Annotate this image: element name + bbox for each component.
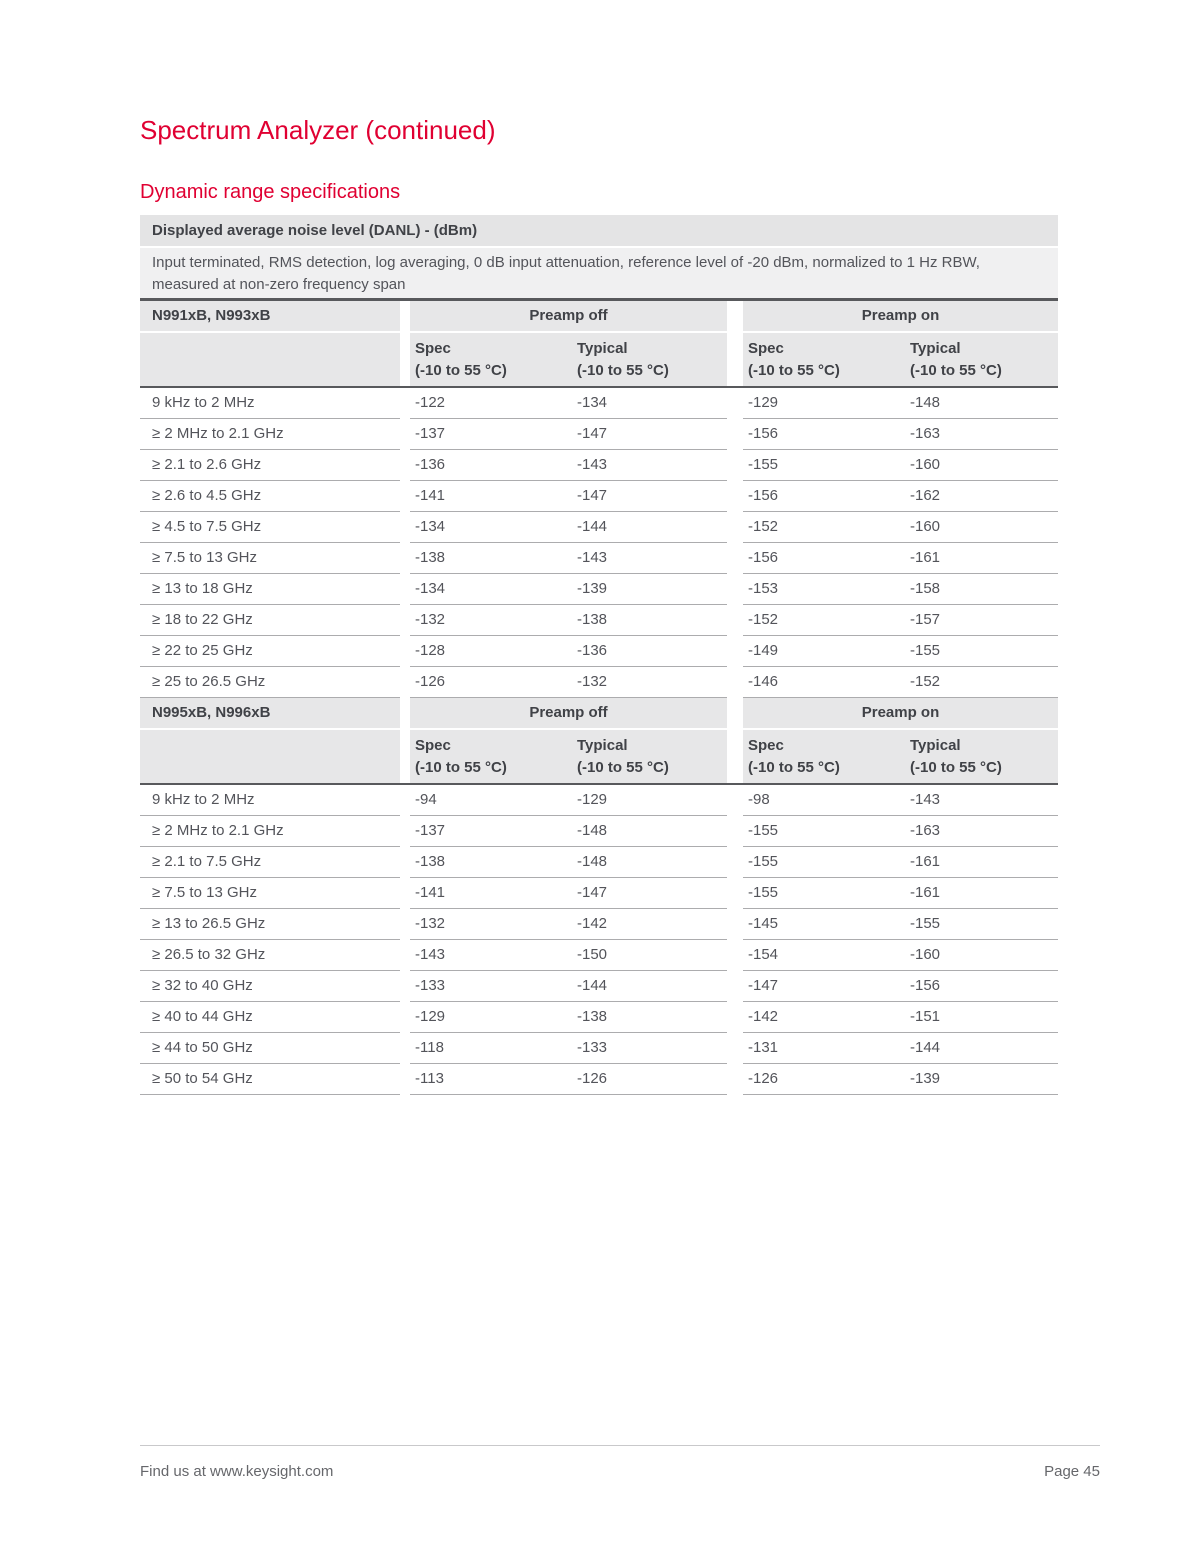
value-cell: -113 [415,1070,444,1087]
cell-gap [727,1002,743,1033]
cell-gap [727,512,743,543]
preamp-off-columns [410,333,727,386]
value-cell: -148 [577,853,608,870]
table-row [140,940,1058,971]
cell-gap [400,419,410,450]
cell-gap [727,878,743,909]
column-header-label: Typical [910,737,961,754]
value-cell: -153 [748,580,779,597]
preamp-off-values [410,543,727,574]
row-range-label: ≥ 22 to 25 GHz [140,636,400,667]
preamp-on-values [743,878,1058,909]
value-cell: -147 [577,884,608,901]
preamp-off-values [410,605,727,636]
cell-gap [727,605,743,636]
cell-gap [400,909,410,940]
value-cell: -147 [748,977,779,994]
preamp-on-columns [743,333,1058,386]
table-row [140,816,1058,847]
cell-gap [727,301,743,331]
column-header-label: Typical [577,340,628,357]
row-range-label: ≥ 2.6 to 4.5 GHz [140,481,400,512]
column-header [905,333,1058,386]
cell-gap [727,730,743,783]
column-header-sublabel: (-10 to 55 °C) [910,362,1002,379]
preamp-on-values [743,574,1058,605]
value-cell: -155 [748,822,779,839]
column-header [572,333,727,386]
table-row [140,1033,1058,1064]
value-cell: -141 [415,487,446,504]
table-row [140,667,1058,698]
cell-gap [727,667,743,698]
column-header [410,730,572,783]
column-header-sublabel: (-10 to 55 °C) [577,362,669,379]
preamp-off-header: Preamp off [410,698,727,728]
preamp-off-columns [410,730,727,783]
preamp-off-values [410,481,727,512]
table-row [140,419,1058,450]
footer-row [140,1446,1100,1480]
value-cell: -152 [748,518,779,535]
value-cell: -147 [577,487,608,504]
value-cell: -136 [577,642,608,659]
value-cell: -155 [748,456,779,473]
row-range-label: ≥ 44 to 50 GHz [140,1033,400,1064]
table-header-row [140,698,1058,728]
row-range-label: ≥ 4.5 to 7.5 GHz [140,512,400,543]
preamp-off-header: Preamp off [410,301,727,331]
preamp-on-values [743,816,1058,847]
value-cell: -149 [748,642,779,659]
preamp-on-values [743,971,1058,1002]
model-label: N991xB, N993xB [140,301,400,331]
column-header-sublabel: (-10 to 55 °C) [577,759,669,776]
cell-gap [400,1033,410,1064]
cell-gap [400,878,410,909]
value-cell: -152 [748,611,779,628]
cell-gap [727,909,743,940]
table-row [140,847,1058,878]
table-row [140,450,1058,481]
preamp-on-values [743,667,1058,698]
cell-gap [400,1002,410,1033]
cell-gap [727,940,743,971]
value-cell: -128 [415,642,446,659]
row-range-label: ≥ 2.1 to 2.6 GHz [140,450,400,481]
value-cell: -129 [415,1008,446,1025]
table-row [140,971,1058,1002]
value-cell: -143 [910,791,941,808]
value-cell: -138 [577,611,608,628]
row-range-label: 9 kHz to 2 MHz [140,388,400,419]
table-row [140,543,1058,574]
preamp-on-values [743,1064,1058,1095]
cell-gap [727,971,743,1002]
preamp-off-values [410,388,727,419]
spec-table [140,698,1058,1095]
preamp-off-values [410,785,727,816]
footer-link[interactable]: Find us at www.keysight.com [140,1463,334,1480]
row-range-label: ≥ 50 to 54 GHz [140,1064,400,1095]
value-cell: -138 [577,1008,608,1025]
value-cell: -139 [577,580,608,597]
cell-gap [727,816,743,847]
value-cell: -154 [748,946,779,963]
column-header-label: Typical [577,737,628,754]
danl-description: Input terminated, RMS detection, log averaging, 0 dB input attenuation, reference level of -20 dBm, normalized to 1 Hz RBW, measured at non-zero frequency span [140,248,1058,298]
cell-gap [400,1064,410,1095]
value-cell: -150 [577,946,608,963]
preamp-on-values [743,940,1058,971]
value-cell: -137 [415,822,446,839]
value-cell: -148 [910,394,941,411]
cell-gap [400,730,410,783]
preamp-off-values [410,574,727,605]
page-title: Spectrum Analyzer (continued) [140,115,496,145]
column-header-label: Spec [748,340,784,357]
row-range-label: 9 kHz to 2 MHz [140,785,400,816]
value-cell: -146 [748,673,779,690]
preamp-on-values [743,481,1058,512]
value-cell: -160 [910,946,941,963]
column-header-label: Typical [910,340,961,357]
preamp-off-values [410,667,727,698]
preamp-on-header: Preamp on [743,698,1058,728]
value-cell: -143 [577,456,608,473]
value-cell: -155 [748,853,779,870]
preamp-on-values [743,1002,1058,1033]
value-cell: -145 [748,915,779,932]
value-cell: -133 [577,1039,608,1056]
value-cell: -147 [577,425,608,442]
spec-table [140,301,1058,698]
value-cell: -144 [910,1039,941,1056]
value-cell: -131 [748,1039,779,1056]
cell-gap [400,667,410,698]
row-range-label: ≥ 18 to 22 GHz [140,605,400,636]
preamp-on-values [743,419,1058,450]
value-cell: -133 [415,977,446,994]
cell-gap [727,450,743,481]
cell-gap [727,574,743,605]
value-cell: -136 [415,456,446,473]
table-subheader-row [140,333,1058,386]
preamp-on-values [743,512,1058,543]
preamp-on-values [743,450,1058,481]
section-heading: Dynamic range specifications [140,181,401,203]
value-cell: -122 [415,394,446,411]
table-row [140,512,1058,543]
cell-gap [727,481,743,512]
column-header-sublabel: (-10 to 55 °C) [748,362,840,379]
preamp-on-values [743,543,1058,574]
value-cell: -139 [910,1070,941,1087]
column-header-label: Spec [748,737,784,754]
cell-gap [400,301,410,331]
column-header [572,730,727,783]
tables [140,301,1058,1095]
column-header [410,333,572,386]
table-row [140,1002,1058,1033]
preamp-off-values [410,971,727,1002]
value-cell: -134 [415,580,446,597]
table-row [140,574,1058,605]
value-cell: -162 [910,487,941,504]
table-row [140,785,1058,816]
value-cell: -163 [910,822,941,839]
value-cell: -98 [748,791,770,808]
row-range-label: ≥ 25 to 26.5 GHz [140,667,400,698]
preamp-on-values [743,785,1058,816]
preamp-off-values [410,636,727,667]
value-cell: -156 [748,425,779,442]
cell-gap [727,847,743,878]
value-cell: -129 [577,791,608,808]
value-cell: -158 [910,580,941,597]
cell-gap [400,698,410,728]
value-cell: -157 [910,611,941,628]
cell-gap [727,698,743,728]
row-range-label: ≥ 2 MHz to 2.1 GHz [140,816,400,847]
table-row [140,481,1058,512]
value-cell: -132 [415,611,446,628]
cell-gap [727,419,743,450]
value-cell: -137 [415,425,446,442]
value-cell: -118 [415,1039,444,1056]
value-cell: -155 [910,915,941,932]
column-header-label: Spec [415,737,451,754]
value-cell: -144 [577,518,608,535]
empty-header-cell [140,333,400,386]
preamp-on-header: Preamp on [743,301,1058,331]
cell-gap [400,543,410,574]
empty-header-cell [140,730,400,783]
cell-gap [400,785,410,816]
row-range-label: ≥ 40 to 44 GHz [140,1002,400,1033]
preamp-off-values [410,816,727,847]
column-header [743,730,905,783]
preamp-on-values [743,1033,1058,1064]
page-number: Page 45 [1044,1463,1100,1480]
cell-gap [727,636,743,667]
preamp-off-values [410,419,727,450]
cell-gap [727,785,743,816]
value-cell: -160 [910,456,941,473]
column-header-sublabel: (-10 to 55 °C) [748,759,840,776]
cell-gap [400,940,410,971]
preamp-off-values [410,940,727,971]
row-range-label: ≥ 13 to 18 GHz [140,574,400,605]
value-cell: -141 [415,884,446,901]
column-header-sublabel: (-10 to 55 °C) [415,362,507,379]
column-header-sublabel: (-10 to 55 °C) [415,759,507,776]
preamp-off-values [410,1002,727,1033]
preamp-off-values [410,1033,727,1064]
value-cell: -132 [415,915,446,932]
danl-heading: Displayed average noise level (DANL) - (dBm) [140,215,1058,246]
value-cell: -156 [910,977,941,994]
cell-gap [727,333,743,386]
table-row [140,636,1058,667]
value-cell: -160 [910,518,941,535]
value-cell: -126 [748,1070,779,1087]
value-cell: -163 [910,425,941,442]
value-cell: -138 [415,549,446,566]
column-header [743,333,905,386]
table-subheader-row [140,730,1058,783]
column-header [905,730,1058,783]
row-range-label: ≥ 13 to 26.5 GHz [140,909,400,940]
value-cell: -126 [577,1070,608,1087]
value-cell: -134 [415,518,446,535]
cell-gap [400,450,410,481]
preamp-off-values [410,1064,727,1095]
value-cell: -132 [577,673,608,690]
table-header-row [140,301,1058,331]
value-cell: -129 [748,394,779,411]
row-range-label: ≥ 2 MHz to 2.1 GHz [140,419,400,450]
value-cell: -138 [415,853,446,870]
value-cell: -151 [910,1008,941,1025]
value-cell: -156 [748,549,779,566]
value-cell: -155 [748,884,779,901]
value-cell: -143 [415,946,446,963]
cell-gap [727,1033,743,1064]
preamp-on-values [743,388,1058,419]
row-range-label: ≥ 7.5 to 13 GHz [140,543,400,574]
preamp-on-values [743,909,1058,940]
preamp-on-values [743,847,1058,878]
preamp-on-values [743,605,1058,636]
row-range-label: ≥ 2.1 to 7.5 GHz [140,847,400,878]
value-cell: -152 [910,673,941,690]
preamp-off-values [410,512,727,543]
column-header-sublabel: (-10 to 55 °C) [910,759,1002,776]
preamp-off-values [410,878,727,909]
value-cell: -161 [910,549,941,566]
cell-gap [400,971,410,1002]
cell-gap [727,388,743,419]
value-cell: -155 [910,642,941,659]
value-cell: -142 [748,1008,779,1025]
row-range-label: ≥ 32 to 40 GHz [140,971,400,1002]
value-cell: -148 [577,822,608,839]
table-row [140,1064,1058,1095]
preamp-off-values [410,847,727,878]
value-cell: -134 [577,394,608,411]
value-cell: -161 [910,884,941,901]
cell-gap [400,605,410,636]
cell-gap [400,481,410,512]
value-cell: -142 [577,915,608,932]
page-footer [140,1445,1100,1480]
preamp-on-columns [743,730,1058,783]
table-row [140,878,1058,909]
cell-gap [400,816,410,847]
row-range-label: ≥ 26.5 to 32 GHz [140,940,400,971]
cell-gap [727,543,743,574]
cell-gap [400,388,410,419]
cell-gap [400,636,410,667]
row-range-label: ≥ 7.5 to 13 GHz [140,878,400,909]
value-cell: -156 [748,487,779,504]
danl-section [140,215,1058,1095]
cell-gap [727,1064,743,1095]
preamp-off-values [410,909,727,940]
value-cell: -144 [577,977,608,994]
preamp-off-values [410,450,727,481]
cell-gap [400,333,410,386]
cell-gap [400,574,410,605]
column-header-label: Spec [415,340,451,357]
preamp-on-values [743,636,1058,667]
model-label: N995xB, N996xB [140,698,400,728]
table-row [140,605,1058,636]
value-cell: -94 [415,791,437,808]
table-row [140,388,1058,419]
value-cell: -161 [910,853,941,870]
value-cell: -126 [415,673,446,690]
cell-gap [400,512,410,543]
table-row [140,909,1058,940]
cell-gap [400,847,410,878]
value-cell: -143 [577,549,608,566]
